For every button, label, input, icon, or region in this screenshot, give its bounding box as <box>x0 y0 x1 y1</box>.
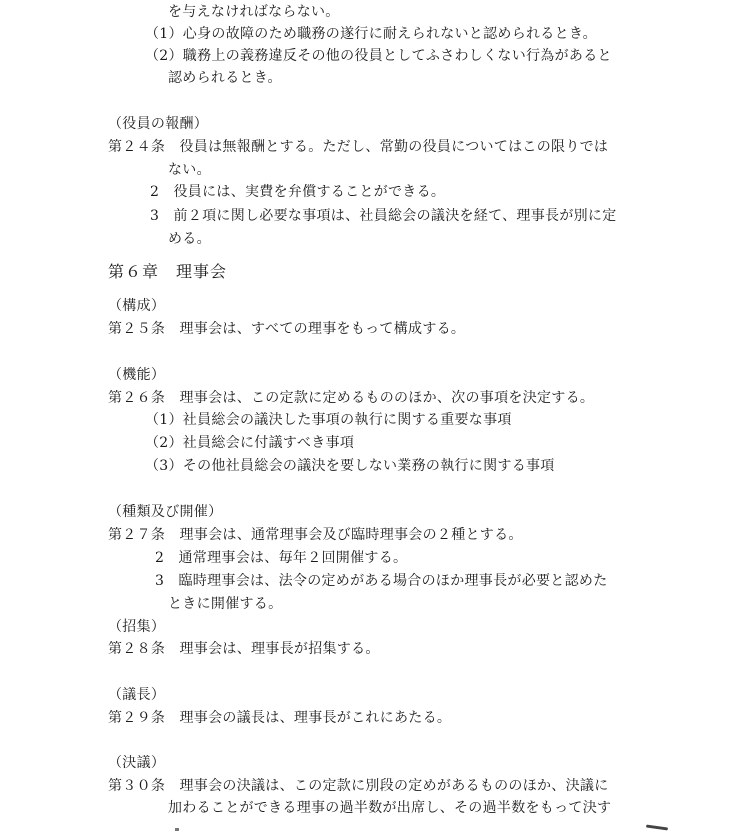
section-heading: （議長） <box>108 687 166 703</box>
list-item: （3）その他社員総会の議決を要しない業務の執行に関する事項 <box>145 458 555 474</box>
article-text: 第３０条 理事会の決議は、この定款に別段の定めがあるもののほか、決議に <box>108 778 609 794</box>
text-line: を与えなければならない。 <box>168 4 340 20</box>
list-item: （2）職務上の義務違反その他の役員としてふさわしくない行為があると <box>145 48 612 64</box>
section-heading: （決議） <box>108 755 166 771</box>
section-heading: （役員の報酬） <box>108 116 209 132</box>
text-line: 認められるとき。 <box>168 70 282 86</box>
clause-text: 3 前２項に関し必要な事項は、社員総会の議決を経て、理事長が別に定 <box>150 208 617 224</box>
section-heading: （機能） <box>108 367 166 383</box>
text-line: ない。 <box>168 162 211 178</box>
text-line: める。 <box>168 231 211 247</box>
list-item: （2）社員総会に付議すべき事項 <box>145 435 355 451</box>
list-item: （1）社員総会の議決した事項の執行に関する重要な事項 <box>145 412 512 428</box>
article-text: 第２５条 理事会は、すべての理事をもって構成する。 <box>108 321 466 337</box>
section-heading: （種類及び開催） <box>108 504 223 520</box>
article-text: 第２６条 理事会は、この定款に定めるもののほか、次の事項を決定する。 <box>108 390 595 406</box>
scan-artifact <box>646 824 668 830</box>
section-heading: （招集） <box>108 619 166 635</box>
clause-text: 2 役員には、実費を弁償することができる。 <box>150 184 446 200</box>
chapter-title: 第６章 理事会 <box>108 262 228 281</box>
scan-artifact <box>175 828 179 831</box>
article-text: 第２７条 理事会は、通常理事会及び臨時理事会の２種とする。 <box>108 527 523 543</box>
list-item: （1）心身の故障のため職務の遂行に耐えられないと認められるとき。 <box>145 26 597 42</box>
article-text: 第２８条 理事会は、理事長が招集する。 <box>108 641 380 657</box>
text-line: ときに開催する。 <box>168 596 283 612</box>
clause-text: 2 通常理事会は、毎年２回開催する。 <box>155 550 408 566</box>
article-text: 第２４条 役員は無報酬とする。ただし、常勤の役員についてはこの限りでは <box>108 139 609 155</box>
section-heading: （構成） <box>108 298 166 314</box>
clause-text: 3 臨時理事会は、法令の定めがある場合のほか理事長が必要と認めた <box>155 573 608 589</box>
text-line: 加わることができる理事の過半数が出席し、その過半数をもって決す <box>168 800 612 816</box>
article-text: 第２９条 理事会の議長は、理事長がこれにあたる。 <box>108 710 452 726</box>
